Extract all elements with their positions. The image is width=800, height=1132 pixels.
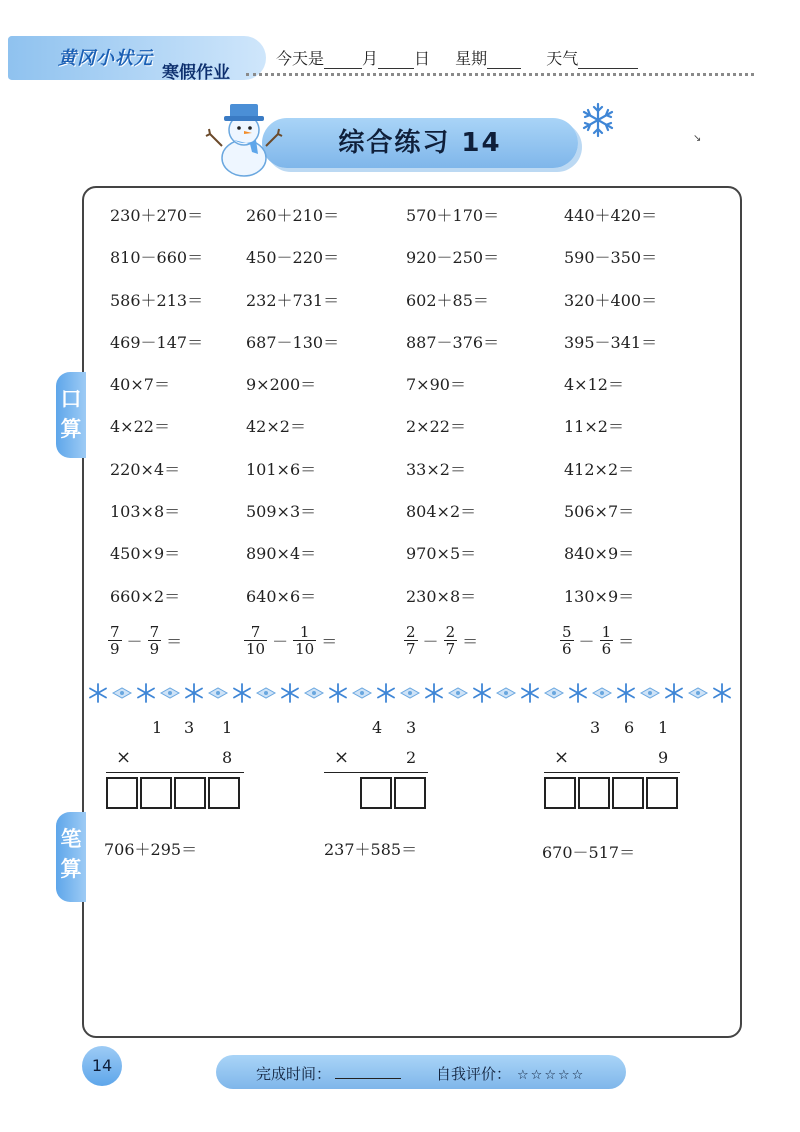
oral-problem: 4×22＝ bbox=[110, 417, 170, 436]
oral-problem: 687－130＝ bbox=[246, 333, 340, 352]
rating-stars-icon[interactable]: ☆☆☆☆☆ bbox=[517, 1068, 586, 1083]
answer-box[interactable] bbox=[360, 777, 392, 809]
brand-logo: 黄冈小状元 bbox=[58, 48, 153, 69]
oral-problem: 970×5＝ bbox=[406, 544, 477, 563]
digit: 4 bbox=[372, 718, 383, 737]
oral-problem: 840×9＝ bbox=[564, 544, 635, 563]
oral-problem: 42×2＝ bbox=[246, 417, 306, 436]
oral-problem: 660×2＝ bbox=[110, 587, 181, 606]
oral-label: 口算 bbox=[60, 387, 82, 441]
snowflake-divider bbox=[88, 682, 734, 704]
oral-problem: 260＋210＝ bbox=[246, 206, 340, 225]
fraction bbox=[244, 624, 267, 657]
vertical-multiplication bbox=[544, 716, 684, 810]
oral-problem: 570＋170＝ bbox=[406, 206, 500, 225]
vertical-multiplication bbox=[324, 716, 428, 810]
denominator: 10 bbox=[295, 640, 315, 658]
month-label: 月 bbox=[362, 49, 379, 68]
oral-problem: 40×7＝ bbox=[110, 375, 170, 394]
digit: 1 bbox=[222, 718, 233, 737]
denominator: 7 bbox=[445, 640, 456, 658]
oral-problem: 590－350＝ bbox=[564, 248, 658, 267]
oral-problem: 509×3＝ bbox=[246, 502, 317, 521]
fraction bbox=[293, 624, 316, 657]
operator: － bbox=[422, 632, 439, 651]
weather-blank[interactable] bbox=[578, 68, 638, 69]
fraction-problem bbox=[404, 624, 481, 657]
oral-problem: 890×4＝ bbox=[246, 544, 317, 563]
day-label: 日 bbox=[414, 49, 431, 68]
oral-problem: 412×2＝ bbox=[564, 460, 635, 479]
weather-label: 天气 bbox=[546, 49, 579, 68]
oral-problem: 506×7＝ bbox=[564, 502, 635, 521]
equals-sign: ＝ bbox=[462, 632, 479, 651]
equals-sign: ＝ bbox=[321, 632, 338, 651]
result-rule bbox=[324, 772, 428, 773]
exercise-panel bbox=[82, 186, 742, 1038]
written-problem: 237＋585＝ bbox=[324, 840, 418, 859]
equals-sign: ＝ bbox=[166, 632, 183, 651]
oral-problem: 33×2＝ bbox=[406, 460, 466, 479]
operator: － bbox=[272, 632, 289, 651]
denominator: 6 bbox=[601, 640, 612, 658]
digit: 6 bbox=[624, 718, 635, 737]
answer-box[interactable] bbox=[174, 777, 206, 809]
denominator: 10 bbox=[246, 640, 266, 658]
multiplier: 2 bbox=[406, 748, 417, 767]
answer-box[interactable] bbox=[646, 777, 678, 809]
page-title: 综合练习 14 bbox=[338, 128, 502, 158]
oral-problem: 130×9＝ bbox=[564, 587, 635, 606]
oral-problem: 887－376＝ bbox=[406, 333, 500, 352]
vertical-multiplication bbox=[104, 716, 244, 810]
snowman-icon bbox=[204, 94, 284, 178]
multiplier: 8 bbox=[222, 748, 233, 767]
denominator: 6 bbox=[562, 640, 572, 658]
section-tab-written bbox=[56, 812, 86, 902]
digit: 1 bbox=[658, 718, 669, 737]
stray-mark: ↘ bbox=[693, 133, 702, 144]
times-sign: × bbox=[334, 747, 350, 768]
numerator: 2 bbox=[445, 623, 456, 641]
numerator: 2 bbox=[406, 623, 416, 641]
numerator: 5 bbox=[562, 623, 572, 641]
page-number: 14 bbox=[82, 1046, 122, 1086]
oral-problem: 450×9＝ bbox=[110, 544, 181, 563]
denominator: 7 bbox=[406, 640, 416, 658]
fraction bbox=[600, 624, 614, 657]
date-weather-fields bbox=[276, 46, 638, 69]
fraction bbox=[108, 624, 122, 657]
fraction bbox=[148, 624, 162, 657]
operator: － bbox=[126, 632, 143, 651]
fraction bbox=[404, 624, 418, 657]
oral-problem: 320＋400＝ bbox=[564, 291, 658, 310]
digit: 1 bbox=[152, 718, 163, 737]
day-blank[interactable] bbox=[378, 68, 414, 69]
oral-problem: 640×6＝ bbox=[246, 587, 317, 606]
snowflake-icon bbox=[580, 102, 616, 138]
digit: 3 bbox=[590, 718, 601, 737]
numerator: 7 bbox=[149, 623, 160, 641]
equals-sign: ＝ bbox=[618, 632, 635, 651]
digit: 3 bbox=[184, 718, 195, 737]
result-rule bbox=[544, 772, 680, 773]
times-sign: × bbox=[116, 747, 132, 768]
oral-problem: 469－147＝ bbox=[110, 333, 204, 352]
oral-problem: 4×12＝ bbox=[564, 375, 624, 394]
answer-box[interactable] bbox=[394, 777, 426, 809]
result-rule bbox=[106, 772, 244, 773]
brand-subtitle: 寒假作业 bbox=[162, 63, 230, 83]
oral-problem: 220×4＝ bbox=[110, 460, 181, 479]
numerator: 1 bbox=[299, 623, 310, 641]
numerator: 7 bbox=[110, 623, 120, 641]
answer-box[interactable] bbox=[106, 777, 138, 809]
answer-box[interactable] bbox=[140, 777, 172, 809]
answer-box[interactable] bbox=[208, 777, 240, 809]
fraction-problem bbox=[108, 624, 185, 657]
answer-box[interactable] bbox=[578, 777, 610, 809]
multiplier: 9 bbox=[658, 748, 669, 767]
weekday-label: 星期 bbox=[455, 49, 488, 68]
oral-problem: 810－660＝ bbox=[110, 248, 204, 267]
oral-problem: 11×2＝ bbox=[564, 417, 624, 436]
oral-problem: 7×90＝ bbox=[406, 375, 466, 394]
denominator: 9 bbox=[149, 640, 160, 658]
completion-time-label: 完成时间： bbox=[256, 1065, 332, 1083]
oral-problem: 9×200＝ bbox=[246, 375, 317, 394]
oral-problem: 440＋420＝ bbox=[564, 206, 658, 225]
written-label: 笔算 bbox=[60, 827, 82, 881]
oral-problem: 101×6＝ bbox=[246, 460, 317, 479]
oral-problem: 602＋85＝ bbox=[406, 291, 489, 310]
today-label: 今天是 bbox=[276, 49, 325, 68]
oral-problem: 804×2＝ bbox=[406, 502, 477, 521]
oral-problem: 230×8＝ bbox=[406, 587, 477, 606]
completion-time-blank[interactable] bbox=[335, 1078, 401, 1079]
operator: － bbox=[578, 632, 595, 651]
month-blank[interactable] bbox=[324, 68, 362, 69]
footer-bar bbox=[216, 1055, 626, 1089]
oral-problem: 2×22＝ bbox=[406, 417, 466, 436]
completion-time bbox=[256, 1063, 401, 1084]
digit: 3 bbox=[406, 718, 417, 737]
header-dotted-rule bbox=[246, 73, 754, 76]
answer-box[interactable] bbox=[544, 777, 576, 809]
fraction bbox=[560, 624, 574, 657]
oral-problem: 586＋213＝ bbox=[110, 291, 204, 310]
numerator: 7 bbox=[250, 623, 261, 641]
self-evaluation bbox=[436, 1063, 585, 1084]
answer-box[interactable] bbox=[612, 777, 644, 809]
times-sign: × bbox=[554, 747, 570, 768]
fraction-problem bbox=[244, 624, 340, 657]
weekday-blank[interactable] bbox=[487, 68, 521, 69]
oral-problem: 230＋270＝ bbox=[110, 206, 204, 225]
section-tab-oral bbox=[56, 372, 86, 458]
written-problem: 706＋295＝ bbox=[104, 840, 198, 859]
oral-problem: 450－220＝ bbox=[246, 248, 340, 267]
written-problem: 670－517＝ bbox=[542, 843, 636, 862]
self-evaluation-label: 自我评价： bbox=[436, 1065, 512, 1083]
denominator: 9 bbox=[110, 640, 120, 658]
fraction-problem bbox=[560, 624, 637, 657]
oral-problem: 920－250＝ bbox=[406, 248, 500, 267]
oral-problem: 395－341＝ bbox=[564, 333, 658, 352]
numerator: 1 bbox=[601, 623, 612, 641]
fraction bbox=[444, 624, 458, 657]
oral-problem: 103×8＝ bbox=[110, 502, 181, 521]
oral-problem: 232＋731＝ bbox=[246, 291, 340, 310]
